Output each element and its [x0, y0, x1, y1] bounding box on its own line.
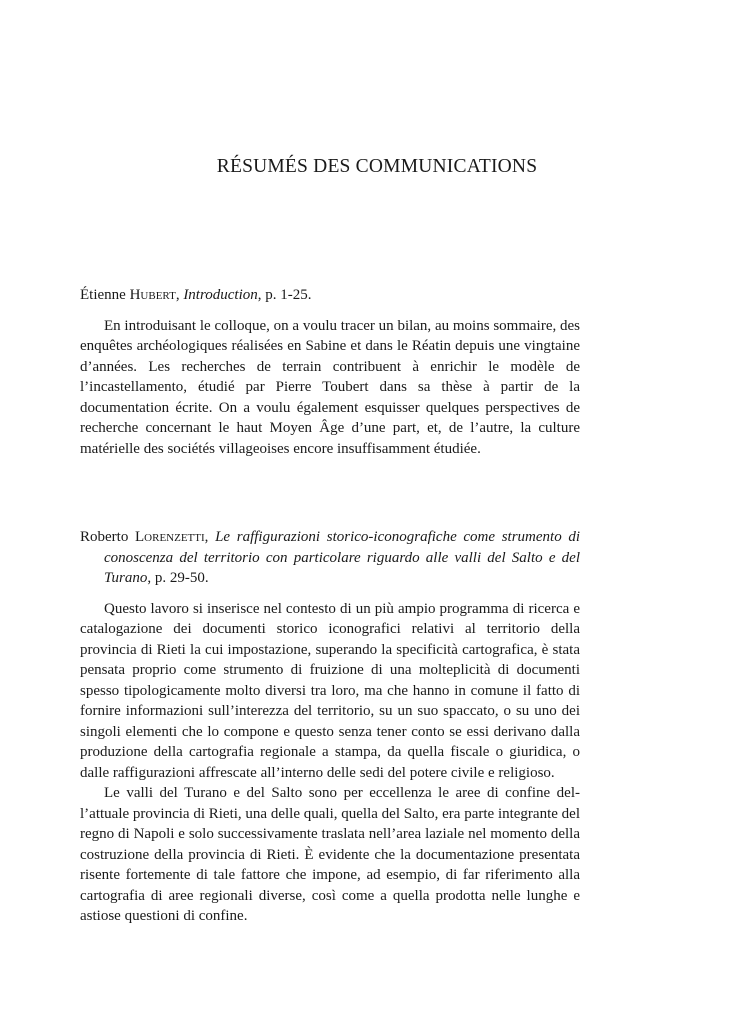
work-title: Le raffigurazioni storico-iconografiche come strumento di conoscenza del territorio con particolare riguardo alle valli del Salto e del Turano — [104, 529, 581, 586]
entry-citation — [80, 285, 580, 306]
citation-separator: , — [175, 287, 184, 303]
entry-citation — [80, 527, 580, 589]
page-range: , p. 29-50. — [147, 570, 209, 586]
author-last-name: Hubert — [129, 287, 176, 303]
citation-separator: , — [204, 529, 216, 545]
abstract-body — [80, 316, 580, 460]
abstract-body — [80, 599, 580, 927]
abstract-paragraph: En introduisant le colloque, on a voulu tracer un bilan, au moins sommaire, des enquêtes archéologiques réalisées en Sabine et dans le Réatin depuis une vingtaine d’années. Les recherches de terrain contribuent à enrichir le modèle de l’incastellamento, étudié par Pierre Toubert dans sa thèse à partir de la documentation écrite. On a voulu également esquisser quelques perspectives de recherche concernant le haut Moyen Âge d’une part, et, de l’autre, la culture matérielle des sociétés villageoises encore insuffisamment étudiée. — [80, 317, 580, 457]
author-last-name: Lorenzetti — [135, 529, 205, 545]
page-range: , p. 1-25. — [257, 287, 312, 303]
page-title: RÉSUMÉS DES COMMUNICATIONS — [216, 156, 538, 177]
abstract-paragraph: Le valli del Turano e del Salto sono per eccellenza le aree di confine dell’attuale provincia di Rieti, una delle quali, quella del Salto, era parte integrante del regno di Napoli e solo successivamente traslata nell’area laziale nel momento della costruzione della provincia di Rieti. È evidente che la documentazione presentata risente fortemente di tale fattore che impone, ad esempio, di far riferimento alla cartografia di aree regionali diverse, così come a quella prodotta nelle lunghe e astiose questioni di confine. — [80, 785, 580, 924]
author-first-name: Roberto — [80, 529, 135, 545]
author-first-name: Étienne — [80, 287, 130, 303]
abstract-entry-lorenzetti — [80, 527, 580, 927]
abstract-paragraph: Questo lavoro si inserisce nel contesto di un più ampio programma di ricerca e catalogazione dei documenti storico iconografici relativi al territorio della provincia di Rieti la cui impostazione, superando la specificità cartografica, è stata pensata proprio come strumento di fruizione di una molteplicità di documenti spesso tipologicamente molto diversi tra loro, ma che hanno in comune il fatto di fornire informazioni sull’interezza del territorio, su un suo spaccato, o su uno dei singoli elementi che lo compone e questo senza tener conto se essi derivano dalla produzione della cartografia regionale a stampa, da quella fiscale o giuridica, o dalle raffigurazioni affrescate all’interno delle sedi del potere civile e religioso. — [80, 600, 580, 781]
abstract-entry-hubert — [80, 285, 580, 459]
work-title: Introduction — [183, 287, 258, 303]
